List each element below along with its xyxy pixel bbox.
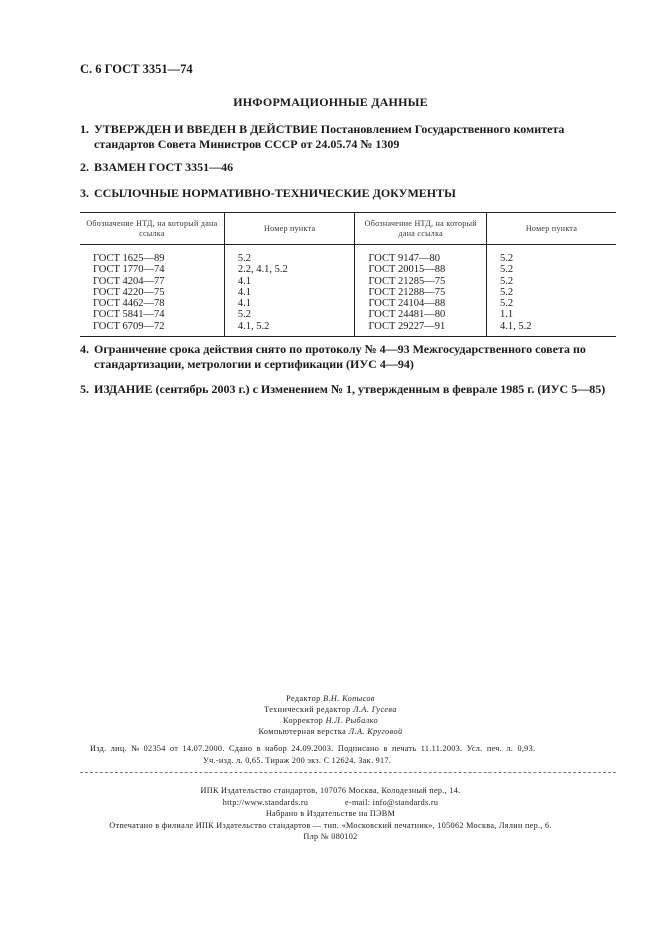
page-header: С. 6 ГОСТ 3351—74 <box>80 62 193 76</box>
col-header-clause: Номер пункта <box>224 213 355 245</box>
credit-name: Н.Л. Рыбалко <box>325 716 378 725</box>
credit-tech-editor <box>0 704 661 715</box>
info-item-3 <box>80 186 620 201</box>
doc-ref: ГОСТ 9147—80 <box>368 253 441 264</box>
info-item-2 <box>80 160 620 175</box>
item-number: 4. <box>80 342 89 356</box>
printing-note: Отпечатано в филиале ИПК Издательство стандартов — тип. «Московский печатник», 105062 Москва, Лялин пер., 6. <box>109 820 552 830</box>
item-label: ССЫЛОЧНЫЕ НОРМАТИВНО-ТЕХНИЧЕСКИЕ ДОКУМЕНТЫ <box>94 186 456 200</box>
reference-documents-table <box>80 212 616 337</box>
clause-column-right <box>487 245 616 337</box>
document-title: ИНФОРМАЦИОННЫЕ ДАННЫЕ <box>233 95 428 109</box>
col-header-clause: Номер пункта <box>487 213 616 245</box>
credit-role: Компьютерная верстка <box>258 727 347 736</box>
publisher-address: ИПК Издательство стандартов, 107076 Москва, Колодезный пер., 14. <box>200 786 461 795</box>
item-number: 3. <box>80 186 89 200</box>
doc-ref: ГОСТ 1770—74 <box>93 264 165 276</box>
info-item-5 <box>80 382 620 397</box>
doc-ref: ГОСТ 29227—91 <box>368 320 446 332</box>
item-number: 2. <box>80 160 89 174</box>
clause-ref: 4.1 <box>237 298 251 310</box>
divider <box>80 772 616 773</box>
publisher-website: http://www.standards.ru <box>222 797 309 807</box>
doc-ref: ГОСТ 4204—77 <box>93 275 165 287</box>
clause-ref: 5.2 <box>500 286 514 298</box>
col-header-designation: Обозначение НТД, на который дана ссылка <box>355 213 487 245</box>
item-number: 1. <box>80 122 89 136</box>
publication-line-2: Уч.-изд. л. 0,65. Тираж 200 экз. С 12624. Зак. 917. <box>203 756 392 765</box>
clause-ref: 5.2 <box>237 309 251 321</box>
item-label: ВЗАМЕН ГОСТ 3351—46 <box>94 160 234 174</box>
publisher-email: e-mail: info@standards.ru <box>344 797 439 807</box>
doc-ref: ГОСТ 20015—88 <box>368 264 446 276</box>
item-text: Постановлением Государственного комитета стандартов Совета Министров СССР от 24.05.74 № 1309 <box>94 122 565 151</box>
publisher-contacts <box>0 797 661 809</box>
clause-ref: 5.2 <box>500 275 514 287</box>
clause-ref: 5.2 <box>237 253 251 264</box>
clause-ref: 4.1, 5.2 <box>500 320 532 332</box>
clause-ref: 5.2 <box>500 298 514 310</box>
publisher-footer <box>0 785 661 843</box>
clause-ref: 5.2 <box>500 253 514 264</box>
credit-editor <box>0 693 661 704</box>
doc-ref: ГОСТ 4220—75 <box>93 286 165 298</box>
col-header-designation: Обозначение НТД, на который дана ссылка <box>80 213 224 245</box>
item-number: 5. <box>80 382 89 396</box>
typeset-note: Набрано в Издательстве на ПЭВМ <box>265 809 396 818</box>
clause-ref: 4.1, 5.2 <box>237 320 270 332</box>
doc-ref: ГОСТ 24104—88 <box>368 298 446 310</box>
credit-name: Л.А. Круговой <box>348 727 403 736</box>
clause-ref: 1.1 <box>500 309 514 321</box>
credit-proofreader <box>0 715 661 726</box>
doc-ref: ГОСТ 4462—78 <box>93 298 165 310</box>
clause-column-left <box>224 245 355 337</box>
clause-ref: 2.2, 4.1, 5.2 <box>237 264 288 276</box>
designation-column-left <box>80 245 224 337</box>
item-text: Ограничение срока действия снято по протоколу № 4—93 Межгосударственного совета по стандартизации, метрологии и сертификации (ИУС 4—94) <box>94 342 586 371</box>
doc-ref: ГОСТ 24481—80 <box>368 309 446 321</box>
doc-ref: ГОСТ 5841—74 <box>93 309 165 321</box>
editorial-credits <box>0 693 661 737</box>
publication-line-1: Изд. лиц. № 02354 от 14.07.2000. Сдано в набор 24.09.2003. Подписано в печать 11.11.2003. Усл. печ. л. 0,93. <box>90 744 536 753</box>
doc-ref: ГОСТ 6709—72 <box>93 320 165 332</box>
license-number: Плр № 080102 <box>303 832 358 841</box>
item-label: УТВЕРЖДЕН И ВВЕДЕН В ДЕЙСТВИЕ <box>94 122 318 136</box>
clause-ref: 5.2 <box>500 264 514 276</box>
clause-ref: 4.1 <box>237 286 251 298</box>
credit-layout <box>0 726 661 737</box>
doc-ref: ГОСТ 1625—89 <box>93 253 165 264</box>
doc-ref: ГОСТ 21288—75 <box>368 286 446 298</box>
clause-ref: 4.1 <box>237 275 251 287</box>
doc-ref: ГОСТ 21285—75 <box>368 275 446 287</box>
info-item-4 <box>80 342 620 372</box>
credit-name: В.Н. Копысов <box>323 694 375 703</box>
credit-role: Корректор <box>283 716 324 725</box>
credit-role: Редактор <box>286 694 321 703</box>
credit-role: Технический редактор <box>264 705 351 714</box>
item-text: ИЗДАНИЕ (сентябрь 2003 г.) с Изменением № 1, утвержденным в феврале 1985 г. (ИУС 5—85) <box>94 382 606 396</box>
info-item-1 <box>80 122 620 152</box>
credit-name: Л.А. Гусева <box>353 705 397 714</box>
designation-column-right <box>355 245 487 337</box>
